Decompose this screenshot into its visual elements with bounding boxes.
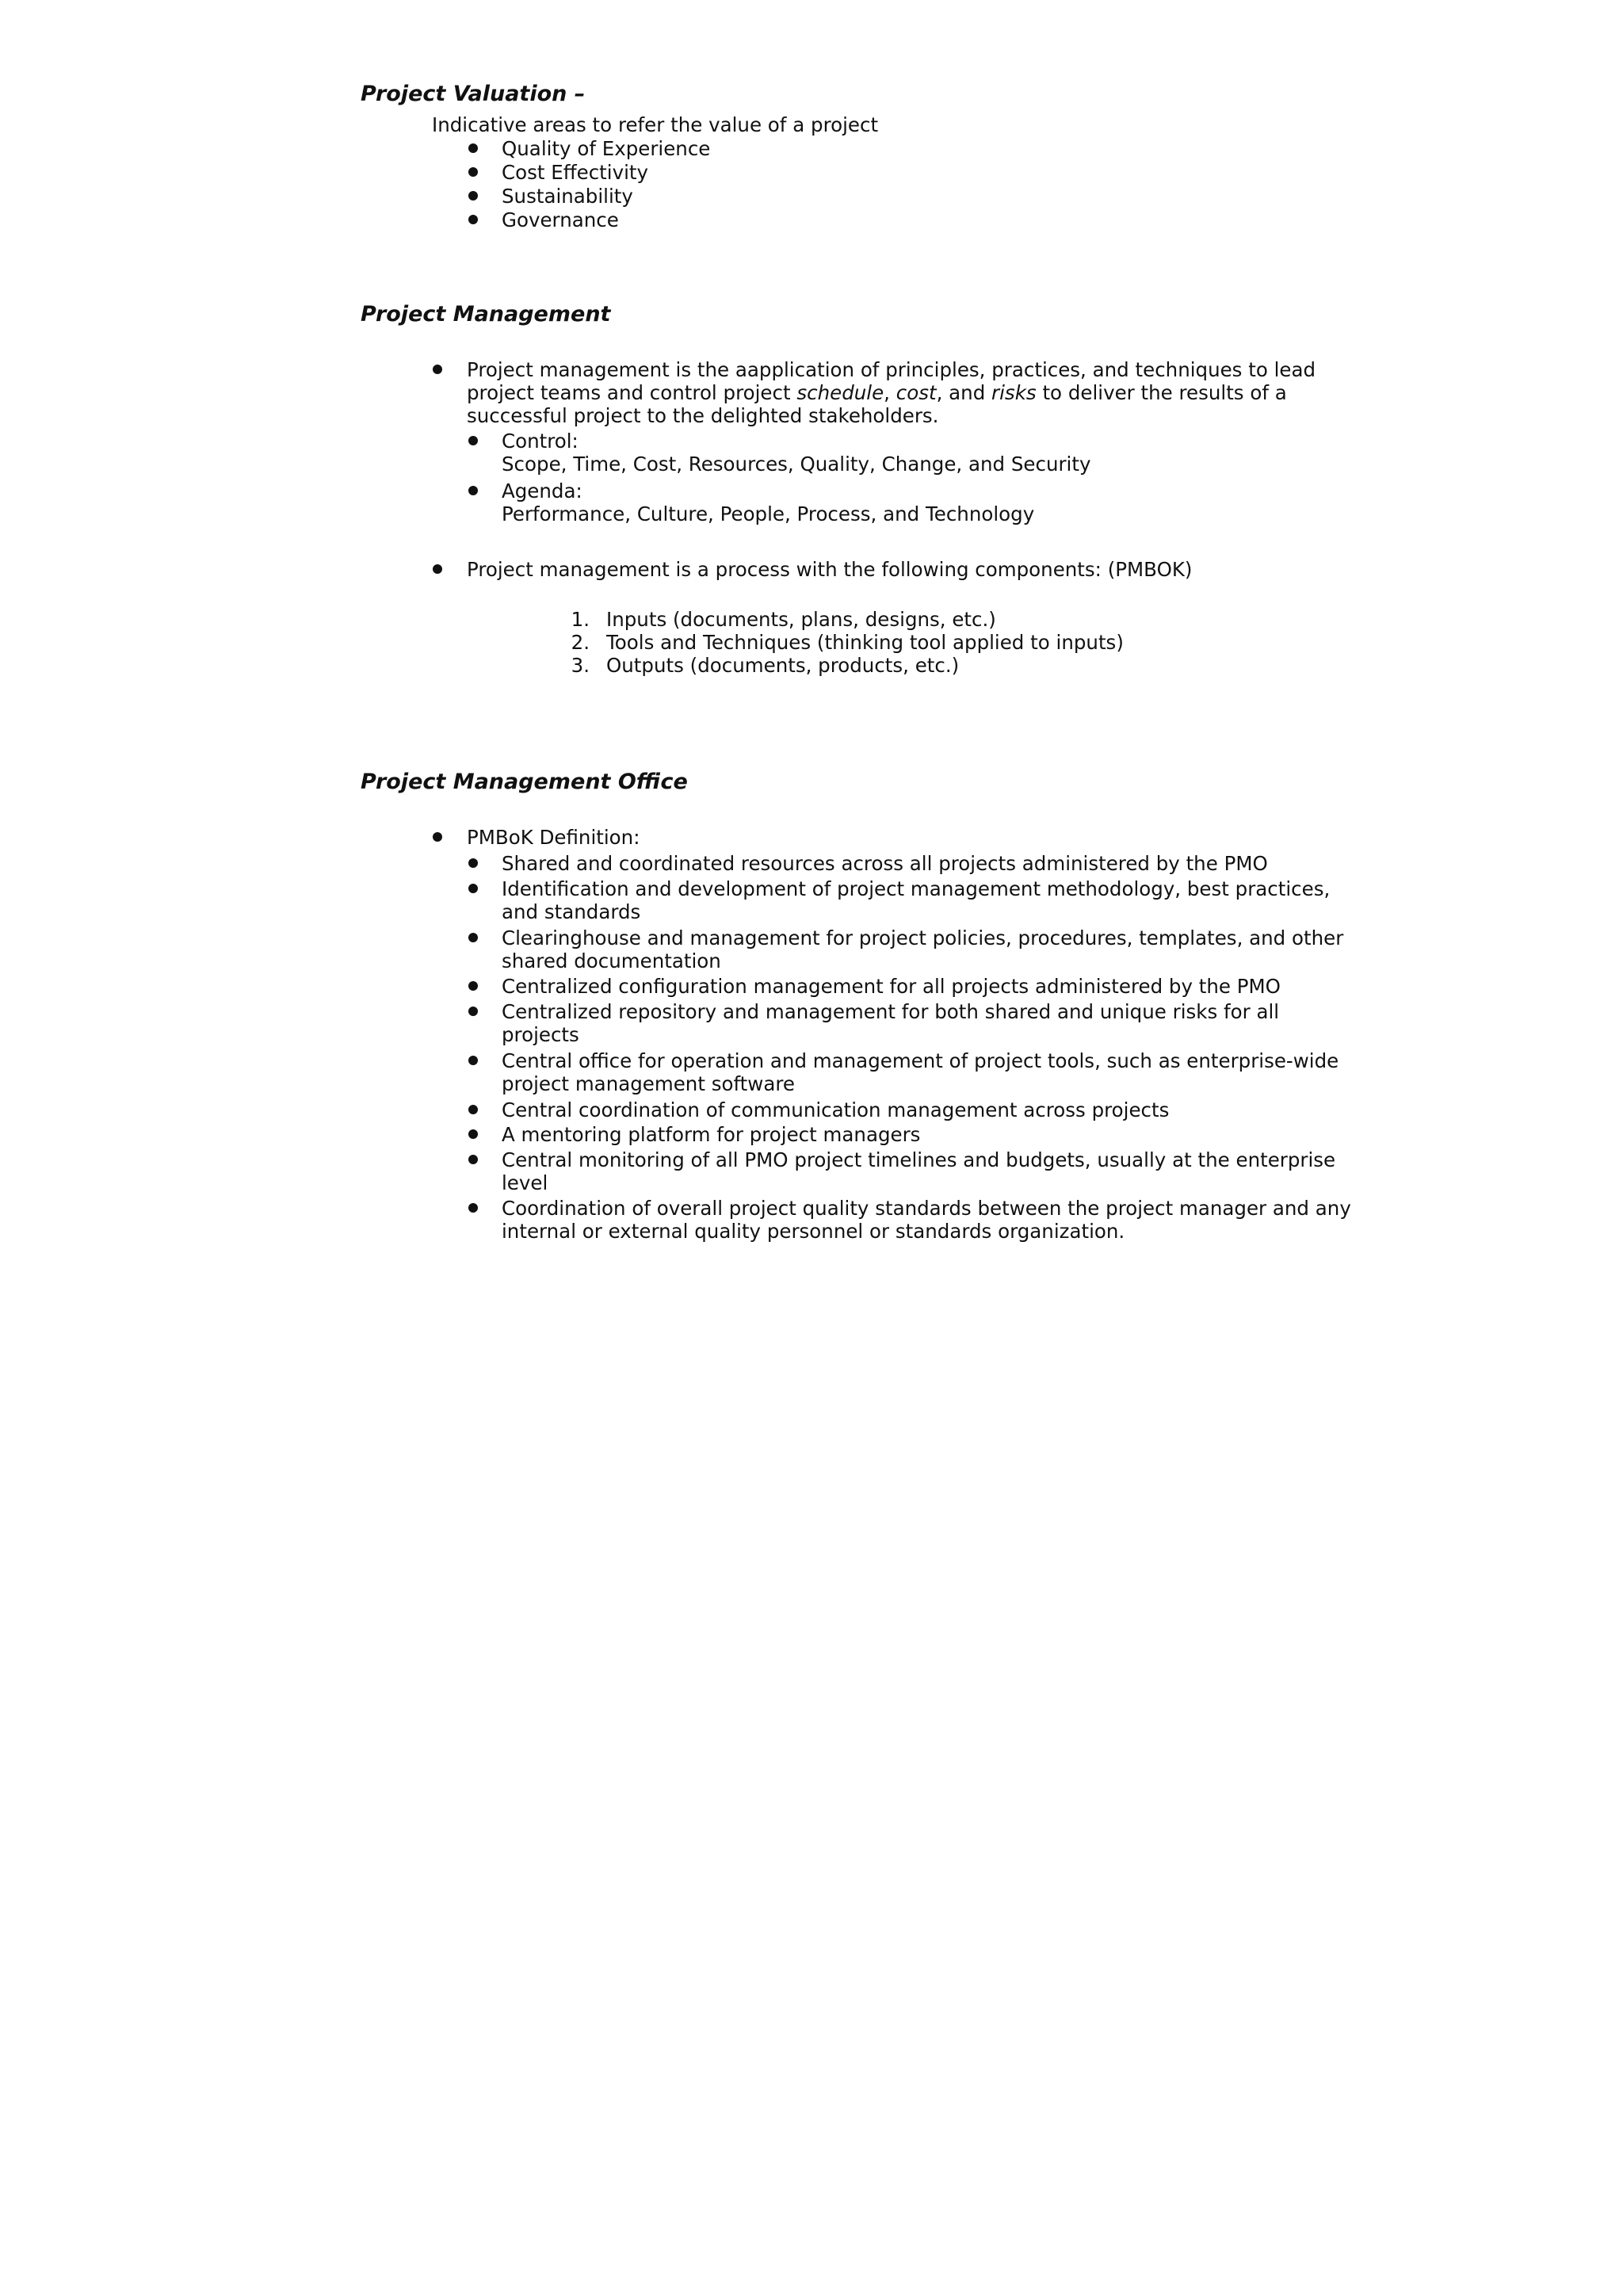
valuation-item-governance: Governance (502, 208, 619, 231)
bullet-icon (468, 143, 478, 153)
bullet-icon (468, 1056, 478, 1065)
bullet-icon (468, 1155, 478, 1164)
pmo-item (502, 1000, 1279, 1046)
valuation-item-sustainability: Sustainability (502, 185, 633, 208)
bullet-icon (433, 832, 442, 842)
bullet-icon (468, 1129, 478, 1139)
management-p1-line3: successful project to the delighted stakeholders. (467, 404, 939, 427)
pmo-item-line: and standards (502, 900, 641, 923)
control-label: Control: (502, 430, 579, 453)
pmo-item-line: Central coordination of communication management across projects (502, 1098, 1170, 1121)
agenda-value: Performance, Culture, People, Process, and Technology (502, 502, 1035, 525)
pmo-item (502, 926, 1343, 972)
pmo-item (502, 877, 1330, 923)
component-outputs: Outputs (documents, products, etc.) (606, 654, 960, 677)
bullet-icon (468, 1105, 478, 1114)
management-control (502, 430, 1090, 476)
management-paragraph-1 (467, 358, 1316, 427)
bullet-icon (468, 1007, 478, 1016)
pmo-item (502, 1098, 1169, 1121)
bullet-icon (468, 858, 478, 868)
bullet-icon (468, 436, 478, 445)
pmo-item-line: projects (502, 1023, 579, 1046)
pmo-item (502, 1049, 1338, 1095)
pmo-item-line: Identification and development of project management methodology, best practices, (502, 877, 1331, 900)
pmo-item-line: Central office for operation and management of project tools, such as enterprise-wide (502, 1049, 1339, 1072)
component-tools: Tools and Techniques (thinking tool applied to inputs) (606, 631, 1124, 654)
management-p1-line2 (467, 381, 1316, 404)
pmo-item-line: shared documentation (502, 949, 721, 972)
pmo-item-line: Central monitoring of all PMO project timelines and budgets, usually at the enterprise (502, 1148, 1336, 1171)
pmo-item (502, 1123, 920, 1146)
pmo-item-line: Coordination of overall project quality standards between the project manager and any (502, 1197, 1351, 1220)
bullet-icon (468, 933, 478, 942)
component-inputs: Inputs (documents, plans, designs, etc.) (606, 608, 996, 631)
pmo-item-line: level (502, 1171, 548, 1194)
pmo-item-line: Centralized configuration management for all projects administered by the PMO (502, 975, 1281, 998)
control-value: Scope, Time, Cost, Resources, Quality, Change, and Security (502, 453, 1091, 476)
pmo-item (502, 1148, 1335, 1194)
valuation-item-quality: Quality of Experience (502, 137, 711, 160)
bullet-icon (468, 884, 478, 893)
pmo-item-line: A mentoring platform for project managers (502, 1123, 921, 1146)
emphasis-cost: cost (896, 381, 937, 404)
management-p1-line1: Project management is the aapplication of principles, practices, and techniques to lead (467, 358, 1316, 381)
text-segment: project teams and control project (467, 381, 797, 404)
agenda-label: Agenda: (502, 479, 582, 502)
pmo-item-line: internal or external quality personnel or standards organization. (502, 1220, 1125, 1243)
pmo-item (502, 975, 1281, 998)
heading-project-valuation: Project Valuation – (361, 82, 586, 106)
bullet-icon (468, 1203, 478, 1213)
bullet-icon (468, 981, 478, 991)
text-segment: , (884, 381, 896, 404)
bullet-icon (468, 191, 478, 201)
pmo-item-line: project management software (502, 1072, 795, 1095)
bullet-icon (468, 486, 478, 495)
list-number: 3. (571, 654, 590, 677)
bullet-icon (468, 167, 478, 177)
bullet-icon (433, 365, 442, 374)
valuation-item-cost: Cost Effectivity (502, 161, 648, 184)
pmo-item-line: Shared and coordinated resources across all projects administered by the PMO (502, 852, 1268, 875)
heading-project-management-office: Project Management Office (361, 770, 688, 794)
management-agenda (502, 479, 1034, 525)
text-segment: , and (936, 381, 992, 404)
bullet-icon (433, 564, 442, 574)
bullet-icon (468, 215, 478, 224)
management-paragraph-2: Project management is a process with the following components: (PMBOK) (467, 558, 1193, 581)
list-number: 1. (571, 608, 590, 631)
text-segment: to deliver the results of a (1036, 381, 1287, 404)
emphasis-risks: risks (991, 381, 1037, 404)
pmo-item (502, 852, 1268, 875)
pmo-item-line: Clearinghouse and management for project policies, procedures, templates, and other (502, 926, 1344, 949)
list-number: 2. (571, 631, 590, 654)
emphasis-schedule: schedule (796, 381, 884, 404)
heading-project-management: Project Management (361, 302, 611, 327)
pmo-definition-label: PMBoK Definition: (467, 826, 640, 849)
pmo-item (502, 1197, 1351, 1243)
pmo-item-line: Centralized repository and management for both shared and unique risks for all (502, 1000, 1280, 1023)
valuation-intro: Indicative areas to refer the value of a project (432, 113, 879, 136)
